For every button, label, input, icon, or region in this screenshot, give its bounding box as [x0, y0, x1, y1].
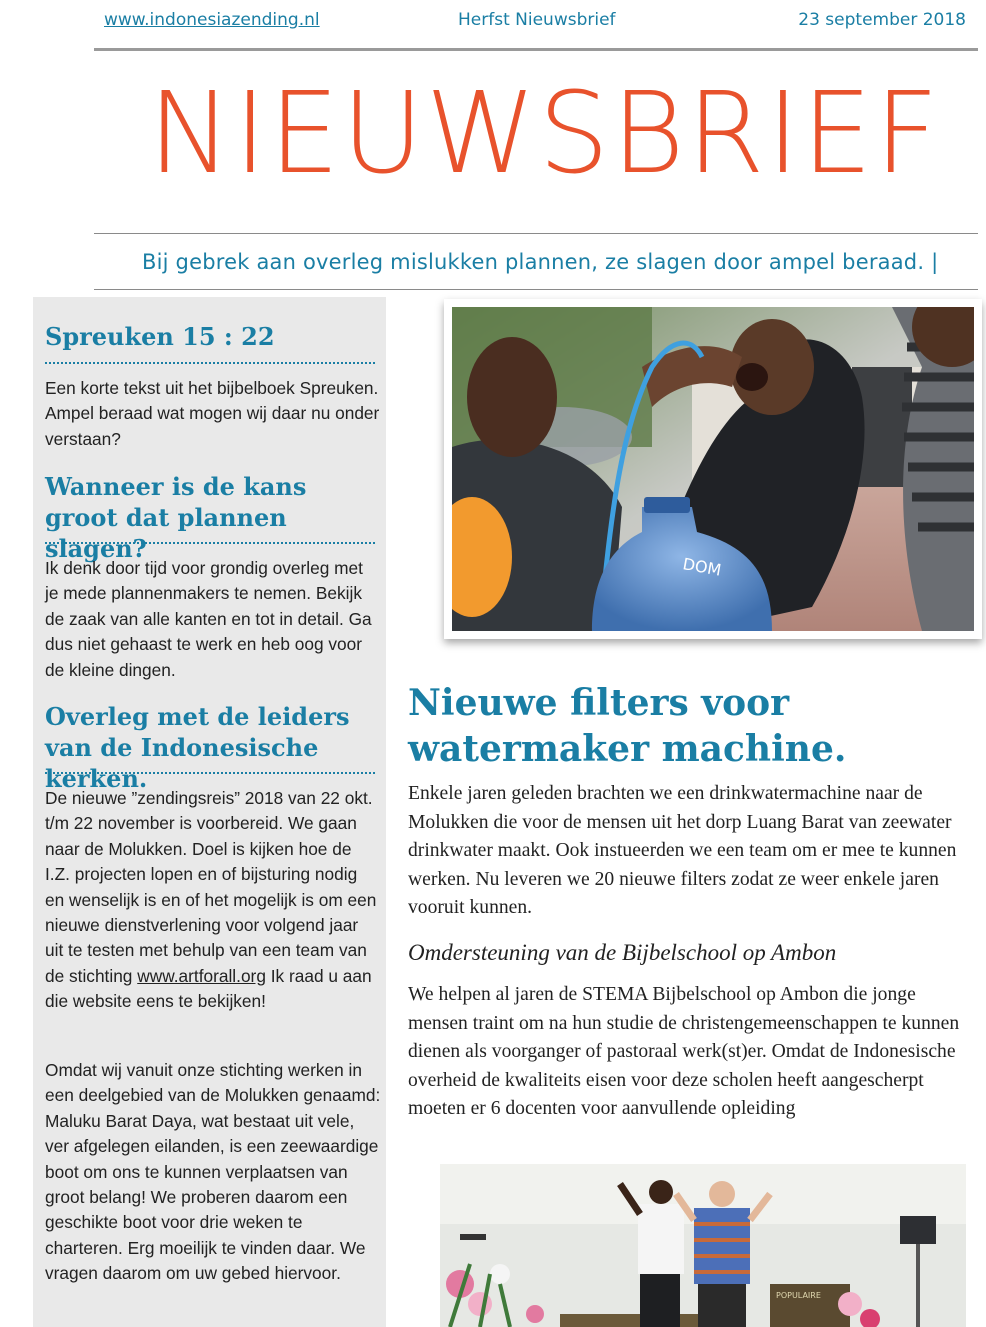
zendingsreis-text: De nieuwe ”zendingsreis” 2018 van 22 okt. t/m 22 november is voorbereid. We gaan naar de Molukken. Doel is kijken hoe de I.Z. projecten lopen en of bijsturing nodig en wenselijk is en of het mogelijk is om een nieuwe dienstverlening voor volgend jaar uit te testen met behulp van een team van de stichting: [45, 788, 377, 986]
sidebar-heading-plannen: Wanneer is de kans groot dat plannen slagen?: [45, 472, 307, 563]
photo-bijbelschool: [440, 1164, 966, 1327]
sidebar-paragraph-boot: Omdat wij vanuit onze stichting werken in een deelgebied van de Molukken genaamd: Maluku Barat Daya, wat bestaat uit vele, ver afgelegen eilanden, is een zeewaardige boot om ons te kunnen verplaatsen van groot belang! We proberen daarom een geschikte boot voor drie weken te charteren. Erg moeilijk te vinden daar. We vragen daarom om uw gebed hiervoor.: [45, 1060, 381, 1284]
sidebar-heading-spreuken: Spreuken 15 : 22: [45, 322, 275, 351]
photo-bijbelschool-image: [440, 1164, 966, 1327]
header-divider: [94, 48, 978, 51]
sidebar-heading-leiders: Overleg met de leiders van de Indonesische kerken.: [45, 702, 350, 793]
sidebar-dotted-divider: [45, 362, 375, 364]
website-link[interactable]: www.indonesiazending.nl: [104, 10, 320, 30]
tagline: Bij gebrek aan overleg mislukken plannen, ze slagen door ampel beraad. |: [142, 250, 939, 274]
article-paragraph-filters: Enkele jaren geleden brachten we een drinkwatermachine naar de Molukken die voor de mensen uit het dorp Luang Barat van zeewater drinkwater maakt. Ook instueerden we een team om er mee te kunnen werken. Nu leveren we 20 nieuwe filters zodat ze weer enkele jaren vooruit kunnen.: [408, 783, 957, 919]
photo-water-filter-image: [452, 307, 974, 631]
masthead-divider-bottom: [94, 289, 978, 290]
sidebar-dotted-divider: [45, 772, 375, 774]
masthead-divider-top: [94, 233, 978, 234]
sidebar: [33, 297, 386, 1327]
photo-water-filter: [444, 299, 982, 639]
sidebar-paragraph-intro: Een korte tekst uit het bijbelboek Spreuken. Ampel beraad wat mogen wij daar nu onder verstaan?: [45, 378, 380, 449]
sidebar-paragraph-zendingsreis: [45, 786, 381, 1015]
artforall-link[interactable]: www.artforall.org: [137, 965, 266, 986]
jug-label: DOM: [681, 554, 723, 580]
sidebar-dotted-divider: [45, 542, 375, 544]
article-title: Nieuwe filters voor watermaker machine.: [408, 682, 847, 770]
sidebar-paragraph-overleg: Ik denk door tijd voor grondig overleg met je mede plannenmakers te nemen. Bekijk de zaak van alle kanten en tot in detail. Ga dus niet gehaast te werk en heb oog voor de kleine dingen.: [45, 558, 372, 680]
zendingsreis-text-end: Ik raad u aan die website eens te bekijken!: [45, 965, 372, 1012]
issue-date: 23 september 2018: [798, 10, 966, 30]
article-subtitle: Omdersteuning van de Bijbelschool op Ambon: [408, 940, 837, 965]
edition-label: Herfst Nieuwsbrief: [458, 10, 616, 30]
article-paragraph-bijbelschool: We helpen al jaren de STEMA Bijbelschool op Ambon die jonge mensen traint om na hun studie de christengemeenschappen te kunnen dienen als voorganger of pastoraal werk(st)er. Omdat de Indonesische overheid de kwaliteits eisen voor deze scholen heeft aangescherpt moeten er 6 docenten voor aanvullende opleiding: [408, 984, 960, 1120]
podium-label: POPULAIRE: [776, 1291, 821, 1300]
masthead-title: NIEUWSBRIEF: [148, 69, 941, 199]
